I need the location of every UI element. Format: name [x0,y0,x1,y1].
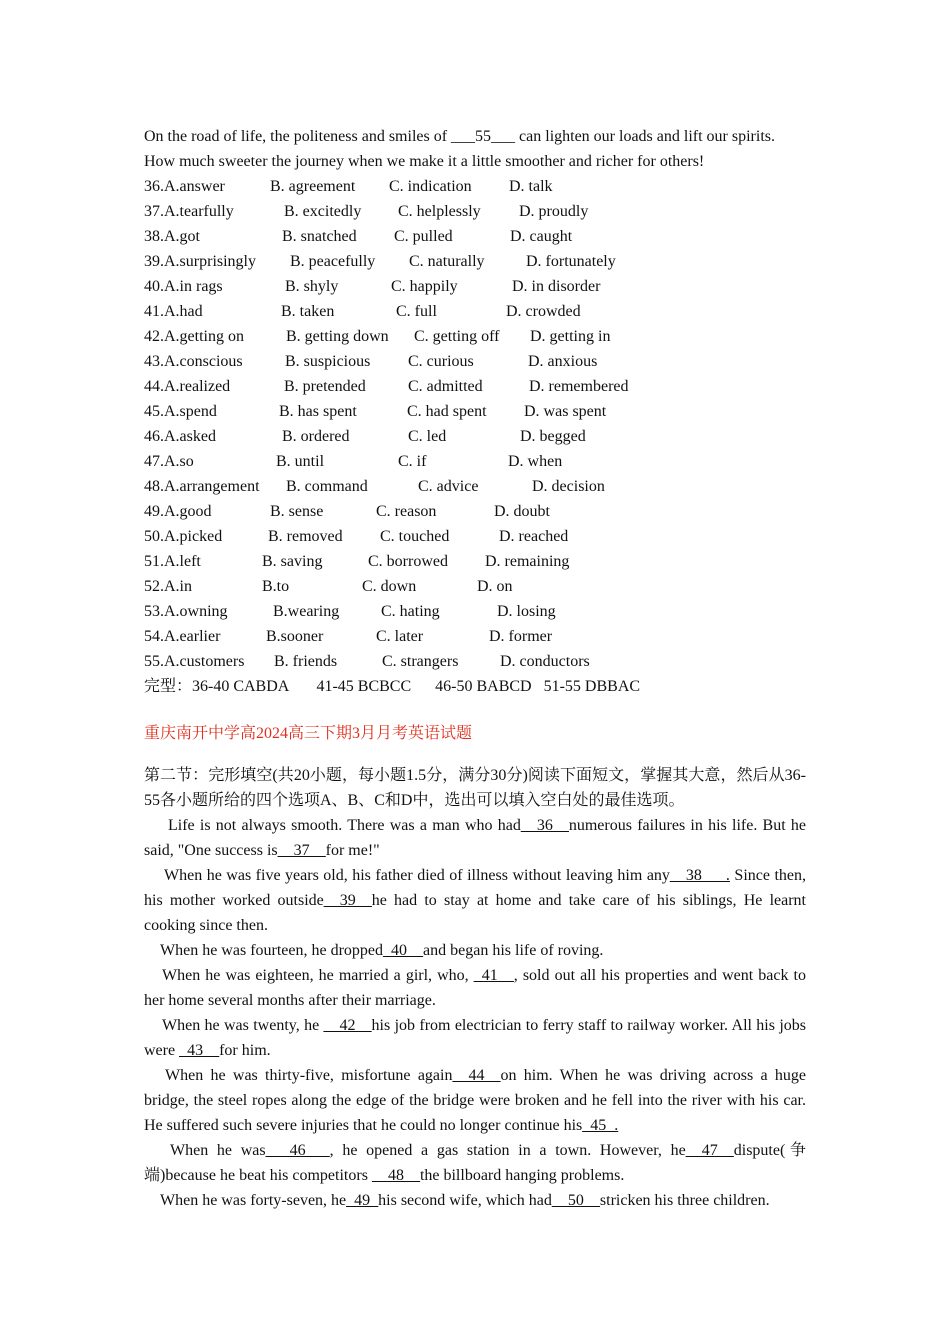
option-a: 49.A.good [144,503,212,520]
document-page [144,124,806,1213]
option-row [144,549,806,574]
passage-paragraph: When he was twenty, he __42__his job from electrician to ferry staff to railway worker. All his jobs were _43__for him. [144,1017,807,1059]
blank-43: _43__ [179,1042,220,1059]
option-c: C. if [398,453,427,470]
option-b: B. shyly [285,278,339,295]
blank-46: ___46___ [265,1142,330,1159]
option-row [144,424,806,449]
option-a: 43.A.conscious [144,353,243,370]
option-row [144,499,806,524]
option-a: 54.A.earlier [144,628,221,645]
option-c: C. getting off [414,328,500,345]
blank-49: _49_ [346,1192,379,1209]
option-a: 41.A.had [144,303,203,320]
option-a: 44.A.realized [144,378,231,395]
blank-41: _41__ [473,967,514,984]
option-b: B. command [286,478,368,495]
blank-47: __47__ [685,1142,734,1159]
option-c: C. down [362,578,417,595]
answer-key: 完型：36-40 CABDA 41-45 BCBCC 46-50 BABCD 51-55 DBBAC [144,678,641,695]
option-row [144,574,806,599]
option-a: 37.A.tearfully [144,203,234,220]
option-row [144,599,806,624]
option-b: B. peacefully [290,253,376,270]
option-d: D. when [508,453,563,470]
intro-line-2: How much sweeter the journey when we make it a little smoother and richer for others! [144,153,705,170]
option-b: B. has spent [279,403,357,420]
option-c: C. led [408,428,447,445]
option-b: B. suspicious [285,353,371,370]
blank-50: __50__ [551,1192,600,1209]
option-row [144,474,806,499]
option-b: B. excitedly [284,203,362,220]
option-b: B. taken [281,303,335,320]
option-a: 52.A.in [144,578,192,595]
option-c: C. advice [418,478,479,495]
option-row [144,449,806,474]
option-c: C. full [396,303,437,320]
instructions: 第二节：完形填空(共20小题，每小题1.5分，满分30分)阅读下面短文，掌握其大意，然后从36-55各小题所给的四个选项A、B、C和D中，选出可以填入空白处的最佳选项。 [144,767,806,809]
passage-paragraph: When he was fourteen, he dropped_40__and began his life of roving. [160,942,604,959]
option-d: D. fortunately [526,253,616,270]
option-b: B.sooner [266,628,324,645]
blank-36: __36__ [520,817,569,834]
option-row [144,524,806,549]
option-d: D. remaining [485,553,570,570]
options-list [144,174,806,674]
option-d: D. getting in [530,328,611,345]
passage [144,813,806,1213]
option-d: D. in disorder [512,278,601,295]
option-b: B. until [276,453,325,470]
option-c: C. touched [380,528,450,545]
option-c: C. hating [381,603,440,620]
option-a: 46.A.asked [144,428,216,445]
option-d: D. anxious [528,353,598,370]
option-d: D. caught [510,228,573,245]
option-d: D. was spent [524,403,607,420]
option-d: D. doubt [494,503,550,520]
option-d: D. decision [532,478,605,495]
option-c: C. pulled [394,228,453,245]
passage-paragraph: When he was thirty-five, misfortune again__44__on him. When he was driving across a huge bridge, the steel ropes along the edge of the bridge were broken and he fell into the river with his car. He suffered such severe injuries that he could no longer continue his_45_. [144,1067,806,1134]
option-row [144,299,806,324]
option-b: B.wearing [273,603,340,620]
option-b: B. ordered [282,428,350,445]
option-row [144,649,806,674]
option-row [144,399,806,424]
option-row [144,224,806,249]
option-c: C. happily [391,278,458,295]
blank-45: _45_. [582,1117,619,1134]
blank-42: __42__ [323,1017,372,1034]
blank-37: __37__ [277,842,326,859]
option-a: 36.A.answer [144,178,225,195]
passage-paragraph: When he was five years old, his father died of illness without leaving him any__38___. Since then, his mother worked outside__39__he had to stay at home and take care of his siblings, He learnt cooking since then. [144,867,807,934]
option-b: B. getting down [286,328,389,345]
option-c: C. helplessly [398,203,481,220]
option-c: C. reason [376,503,437,520]
blank-44: __44__ [452,1067,501,1084]
option-d: D. crowded [506,303,581,320]
option-b: B. friends [274,653,338,670]
option-b: B.to [262,578,290,595]
option-c: C. had spent [407,403,487,420]
option-a: 40.A.in rags [144,278,223,295]
option-d: D. proudly [519,203,589,220]
passage-paragraph: Life is not always smooth. There was a man who had__36__numerous failures in his life. But he said, "One success is__37__for me!" [144,817,806,859]
option-a: 42.A.getting on [144,328,244,345]
option-d: D. remembered [529,378,629,395]
intro-line-1: On the road of life, the politeness and smiles of ___55___ can lighten our loads and lift our spirits. [144,128,775,145]
option-a: 39.A.surprisingly [144,253,256,270]
blank-39: __39__ [323,892,372,909]
option-d: D. talk [509,178,553,195]
option-row [144,199,806,224]
option-b: B. agreement [270,178,356,195]
option-row [144,324,806,349]
option-row [144,174,806,199]
option-row [144,349,806,374]
option-a: 51.A.left [144,553,201,570]
option-d: D. losing [497,603,556,620]
passage-paragraph: When he was forty-seven, he_49_his second wife, which had__50__stricken his three children. [160,1192,770,1209]
blank-38: __38___. [669,867,730,884]
option-b: B. pretended [284,378,366,395]
passage-paragraph: When he was eighteen, he married a girl, who, _41__, sold out all his properties and went back to her home several months after their marriage. [144,967,807,1009]
option-d: D. reached [499,528,569,545]
section-title: 重庆南开中学高2024高三下期3月月考英语试题 [144,725,473,742]
blank-48: __48__ [371,1167,420,1184]
option-d: D. conductors [500,653,590,670]
blank-40: _40__ [383,942,424,959]
option-d: D. former [489,628,553,645]
option-c: C. admitted [408,378,483,395]
option-d: D. begged [520,428,586,445]
option-a: 50.A.picked [144,528,223,545]
option-c: C. naturally [409,253,485,270]
option-row [144,249,806,274]
option-b: B. snatched [282,228,357,245]
option-a: 48.A.arrangement [144,478,260,495]
option-row [144,624,806,649]
option-a: 38.A.got [144,228,200,245]
option-a: 45.A.spend [144,403,217,420]
option-c: C. curious [408,353,474,370]
option-c: C. later [376,628,424,645]
option-a: 53.A.owning [144,603,228,620]
option-row [144,374,806,399]
option-a: 55.A.customers [144,653,245,670]
option-b: B. removed [268,528,343,545]
option-c: C. borrowed [368,553,448,570]
option-b: B. sense [270,503,324,520]
passage-paragraph: When he was___46___, he opened a gas station in a town. However, he__47__dispute(争端)because he beat his competitors __48__the billboard hanging problems. [144,1142,807,1184]
option-c: C. strangers [382,653,459,670]
option-row [144,274,806,299]
option-a: 47.A.so [144,453,194,470]
option-c: C. indication [389,178,472,195]
option-b: B. saving [262,553,323,570]
option-d: D. on [477,578,513,595]
